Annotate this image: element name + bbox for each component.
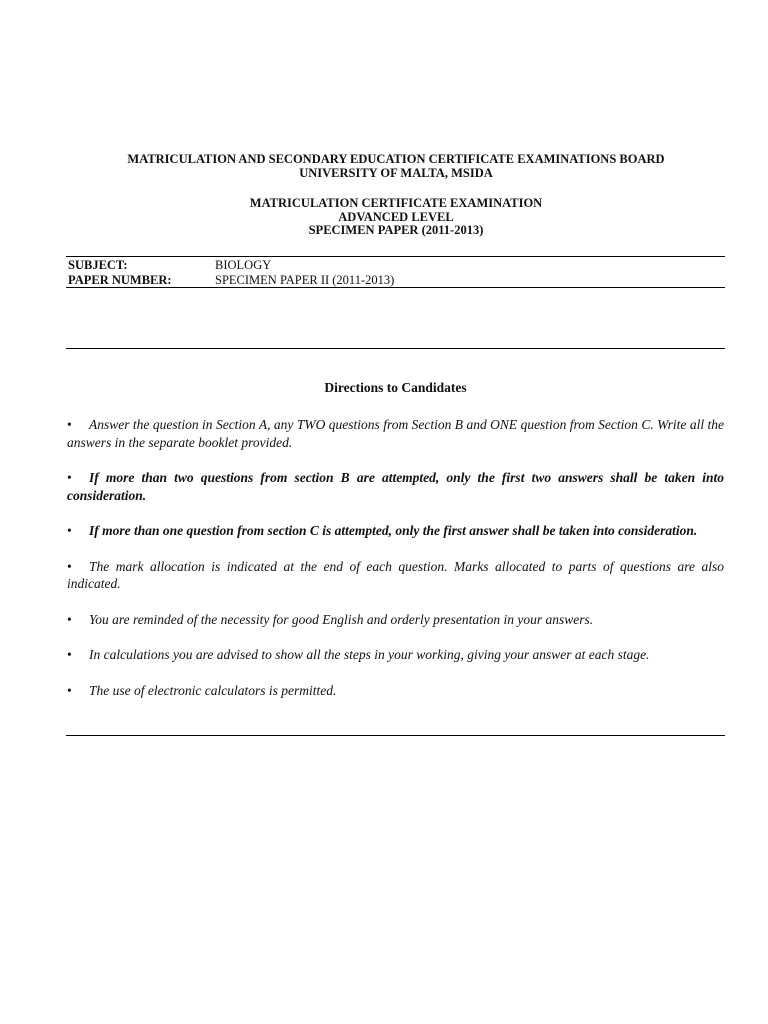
directions-title: Directions to Candidates xyxy=(324,380,467,395)
board-name: MATRICULATION AND SECONDARY EDUCATION CERTIFICATE EXAMINATIONS BOARD xyxy=(127,152,665,166)
exam-header xyxy=(66,197,726,238)
info-bottom-divider xyxy=(66,287,725,288)
direction-item xyxy=(67,416,724,451)
direction-text: If more than two questions from section B are attempted, only the first two answers shall be taken into consideration. xyxy=(67,470,724,503)
paper-number-label: PAPER NUMBER: xyxy=(68,272,172,287)
paper-info-table xyxy=(68,258,394,287)
direction-text: The use of electronic calculators is permitted. xyxy=(89,682,337,698)
exam-level: ADVANCED LEVEL xyxy=(338,209,454,224)
direction-text: Answer the question in Section A, any TWO questions from Section B and ONE question from Section C. Write all the answers in the separate booklet provided. xyxy=(67,417,724,450)
direction-item xyxy=(67,611,724,629)
bullet-icon: • xyxy=(67,611,72,627)
bullet-icon: • xyxy=(67,523,72,538)
direction-item xyxy=(67,522,724,540)
paper-number-row xyxy=(68,273,394,288)
direction-item xyxy=(67,469,724,504)
directions-bottom-divider xyxy=(66,735,725,736)
board-header xyxy=(66,153,726,180)
direction-text: The mark allocation is indicated at the end of each question. Marks allocated to parts of questions are also indicated. xyxy=(67,558,724,591)
bullet-icon: • xyxy=(67,470,72,485)
bullet-icon: • xyxy=(67,558,72,574)
info-top-divider xyxy=(66,256,725,257)
exam-paper: SPECIMEN PAPER (2011-2013) xyxy=(308,223,484,237)
direction-text: In calculations you are advised to show all the steps in your working, giving your answer at each stage. xyxy=(89,647,650,662)
direction-item xyxy=(67,646,724,664)
exam-name: MATRICULATION CERTIFICATE EXAMINATION xyxy=(249,196,543,210)
bullet-icon: • xyxy=(67,682,72,698)
subject-label: SUBJECT: xyxy=(68,258,128,272)
university-name: UNIVERSITY OF MALTA, MSIDA xyxy=(299,165,493,180)
direction-text: You are reminded of the necessity for good English and orderly presentation in your answers. xyxy=(89,611,594,627)
direction-text: If more than one question from section C is attempted, only the first answer shall be taken into consideration. xyxy=(89,523,698,538)
directions-top-divider xyxy=(66,348,725,349)
subject-value: BIOLOGY xyxy=(215,258,272,272)
bullet-icon: • xyxy=(67,647,72,662)
direction-item xyxy=(67,558,724,593)
subject-row xyxy=(68,258,394,273)
direction-item xyxy=(67,682,724,700)
directions-list xyxy=(67,416,724,717)
paper-number-value: SPECIMEN PAPER II (2011-2013) xyxy=(215,272,395,287)
bullet-icon: • xyxy=(67,417,72,432)
